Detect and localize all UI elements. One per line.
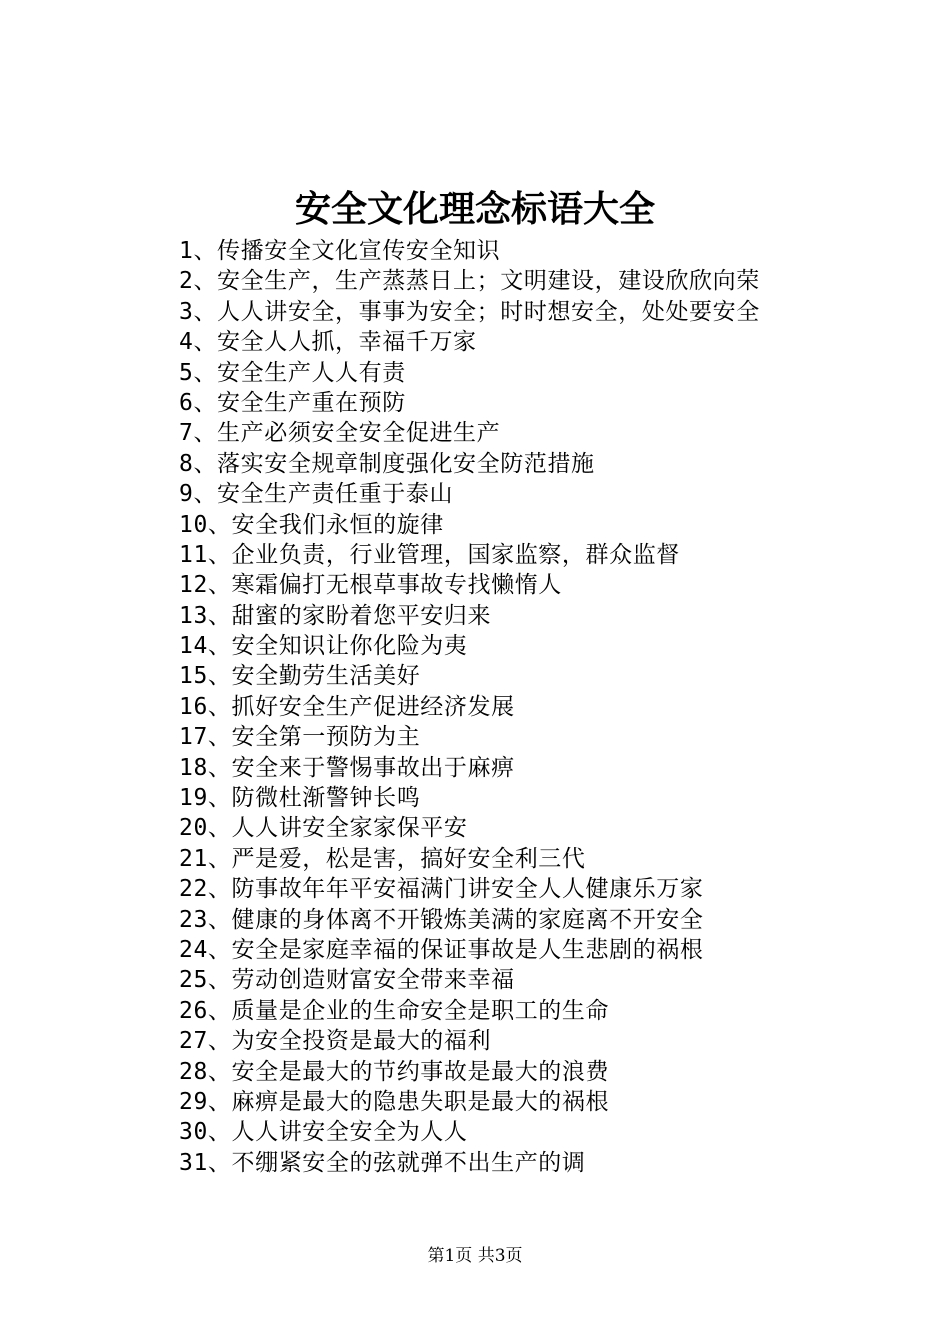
list-item: 21、严是爱，松是害，搞好安全利三代 bbox=[179, 845, 586, 872]
list-item: 28、安全是最大的节约事故是最大的浪费 bbox=[179, 1058, 610, 1085]
list-item: 8、落实安全规章制度强化安全防范措施 bbox=[179, 450, 595, 477]
list-item: 20、人人讲安全家家保平安 bbox=[179, 815, 468, 842]
list-item: 10、安全我们永恒的旋律 bbox=[179, 511, 444, 538]
list-item: 27、为安全投资是最大的福利 bbox=[179, 1028, 492, 1055]
list-item: 17、安全第一预防为主 bbox=[179, 724, 421, 751]
list-item: 12、寒霜偏打无根草事故专找懒惰人 bbox=[179, 572, 562, 599]
list-item: 1、传播安全文化宣传安全知识 bbox=[179, 238, 501, 264]
page-footer: 第1页 共3页 bbox=[427, 1246, 523, 1266]
list-item: 26、质量是企业的生命安全是职工的生命 bbox=[179, 997, 610, 1024]
list-item: 23、健康的身体离不开锻炼美满的家庭离不开安全 bbox=[179, 906, 704, 933]
list-item: 13、甜蜜的家盼着您平安归来 bbox=[179, 602, 492, 629]
list-item: 31、不绷紧安全的弦就弹不出生产的调 bbox=[179, 1149, 586, 1176]
list-item: 4、安全人人抓，幸福千万家 bbox=[179, 329, 477, 356]
list-item: 2、安全生产，生产蒸蒸日上；文明建设，建设欣欣向荣 bbox=[179, 268, 760, 295]
list-item: 22、防事故年年平安福满门讲安全人人健康乐万家 bbox=[179, 876, 704, 903]
list-item: 16、抓好安全生产促进经济发展 bbox=[179, 693, 515, 720]
document-title: 安全文化理念标语大全 bbox=[294, 188, 655, 230]
list-item: 6、安全生产重在预防 bbox=[179, 389, 406, 416]
list-item: 5、安全生产人人有责 bbox=[179, 359, 406, 386]
list-item: 15、安全勤劳生活美好 bbox=[179, 663, 421, 690]
list-item: 30、人人讲安全安全为人人 bbox=[179, 1119, 468, 1146]
list-item: 24、安全是家庭幸福的保证事故是人生悲剧的祸根 bbox=[179, 936, 704, 963]
list-item: 19、防微杜渐警钟长鸣 bbox=[179, 785, 421, 812]
list-item: 18、安全来于警惕事故出于麻痹 bbox=[179, 754, 515, 781]
list-item: 25、劳动创造财富安全带来幸福 bbox=[179, 967, 515, 994]
list-item: 7、生产必须安全安全促进生产 bbox=[179, 420, 501, 447]
list-item: 14、安全知识让你化险为夷 bbox=[179, 633, 468, 660]
list-item: 11、企业负责，行业管理，国家监察，群众监督 bbox=[179, 541, 680, 568]
list-item: 3、人人讲安全，事事为安全；时时想安全，处处要安全 bbox=[179, 298, 760, 325]
slogan-list bbox=[179, 236, 760, 1178]
list-item: 9、安全生产责任重于泰山 bbox=[179, 481, 454, 508]
list-item: 29、麻痹是最大的隐患失职是最大的祸根 bbox=[179, 1088, 610, 1115]
